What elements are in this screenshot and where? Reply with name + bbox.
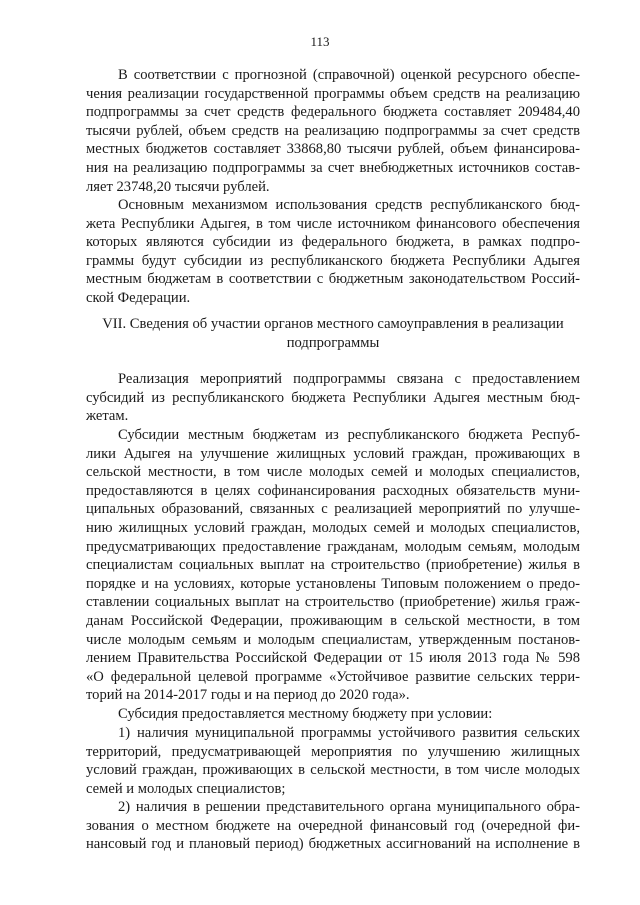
- page-number: 113: [310, 34, 330, 49]
- text-line: ставлении социальных выплат на строительство (приобретение) жилья граж-: [86, 594, 580, 611]
- text-line: лики Адыгея на улучшение жилищных условий граждан, проживающих в: [86, 445, 580, 462]
- text-line: ния на реализацию подпрограммы за счет внебюджетных источников состав-: [86, 159, 580, 176]
- text-line: подпрограммы за счет средств федерального бюджета составляет 209484,40: [86, 104, 580, 121]
- text-line: ской Федерации.: [86, 289, 191, 306]
- text-line: предусматривающих предоставление гражданам, молодым семьям, молодым: [86, 538, 580, 555]
- text-line: нию жилищных условий граждан, молодых семей и молодых специалистов,: [86, 519, 580, 536]
- paragraph-condition-2: [86, 798, 580, 854]
- text-line: ципальных образований, связанных с реализацией мероприятий по улучше-: [86, 501, 580, 518]
- text-line: Субсидия предоставляется местному бюджету при условии:: [118, 706, 493, 722]
- paragraph-implementation: [86, 370, 580, 426]
- text-line: нансовый год и плановый период) бюджетных ассигнований на исполнение в: [86, 836, 580, 853]
- text-line: 1) наличия муниципальной программы устойчивого развития сельских: [118, 725, 580, 741]
- text-line: данам Российской Федерации, проживающим в сельской местности, в том: [86, 612, 580, 629]
- text-line: которых являются субсидии из федерального бюджета, в рамках подпро-: [86, 234, 580, 251]
- text-line: зования о местном бюджете на очередной финансовый год (очередной фи-: [86, 817, 580, 834]
- text-line: В соответствии с прогнозной (справочной) оценкой ресурсного обеспе-: [118, 67, 580, 83]
- text-line: предоставляются в целях софинансирования расходных обязательств муни-: [86, 482, 580, 499]
- paragraph-subsidies: [86, 426, 580, 705]
- text-line: ляет 23748,20 тысячи рублей.: [86, 178, 270, 195]
- text-line: условий граждан, проживающих в сельской местности, в том числе молодых: [86, 762, 580, 779]
- text-line: числе молодым семьям и молодым специалистам, утвержденным постанов-: [86, 631, 580, 648]
- paragraph-funding-mechanism: [86, 196, 580, 308]
- text-line: 2) наличия в решении представительного органа муниципального обра-: [118, 799, 580, 815]
- text-line: чения реализации государственной программы объем средств на реализацию: [86, 85, 580, 102]
- paragraph-condition-1: [86, 724, 580, 798]
- text-line: территорий, предусматривающей мероприятия по улучшению жилищных: [86, 743, 580, 760]
- text-line: семей и молодых специалистов;: [86, 780, 286, 797]
- text-line: порядке и на условиях, которые установлены Типовым положением о предо-: [86, 575, 580, 592]
- text-line: жета Республики Адыгея, в том числе источником финансового обеспечения: [86, 215, 580, 232]
- heading-line: подпрограммы: [286, 334, 380, 351]
- text-line: торий на 2014-2017 годы и на период до 2020 года».: [86, 687, 410, 704]
- text-line: Реализация мероприятий подпрограммы связана с предоставлением: [118, 371, 580, 387]
- text-line: граммы будут субсидии из республиканского бюджета Республики Адыгея: [86, 252, 580, 269]
- text-line: Субсидии местным бюджетам из республиканского бюджета Респуб-: [118, 427, 580, 443]
- text-line: специалистам социальных выплат на строительство (приобретение) жилья в: [86, 557, 580, 574]
- text-line: сельской местности, в том числе молодых семей и молодых специалистов,: [86, 464, 580, 481]
- heading-line: VII. Сведения об участии органов местного самоуправления в реализации: [102, 316, 564, 332]
- paragraph-resource-estimate: [86, 66, 580, 196]
- text-line: местных бюджетов составляет 33868,80 тысячи рублей, объем финансирова-: [86, 141, 580, 158]
- text-line: субсидий из республиканского бюджета Республики Адыгея местным бюд-: [86, 389, 580, 406]
- text-line: лением Правительства Российской Федерации от 15 июля 2013 года № 598: [86, 650, 580, 667]
- text-line: местным бюджетам в соответствии с бюджетным законодательством Россий-: [86, 271, 580, 288]
- section-heading: [86, 315, 580, 352]
- text-line: Основным механизмом использования средств республиканского бюд-: [118, 197, 580, 213]
- text-line: «О федеральной целевой программе «Устойчивое развитие сельских терри-: [86, 668, 580, 685]
- text-line: жетам.: [86, 408, 129, 425]
- paragraph-conditions-intro: [86, 705, 580, 724]
- text-line: тысячи рублей, объем средств на реализацию подпрограммы за счет средств: [86, 122, 580, 139]
